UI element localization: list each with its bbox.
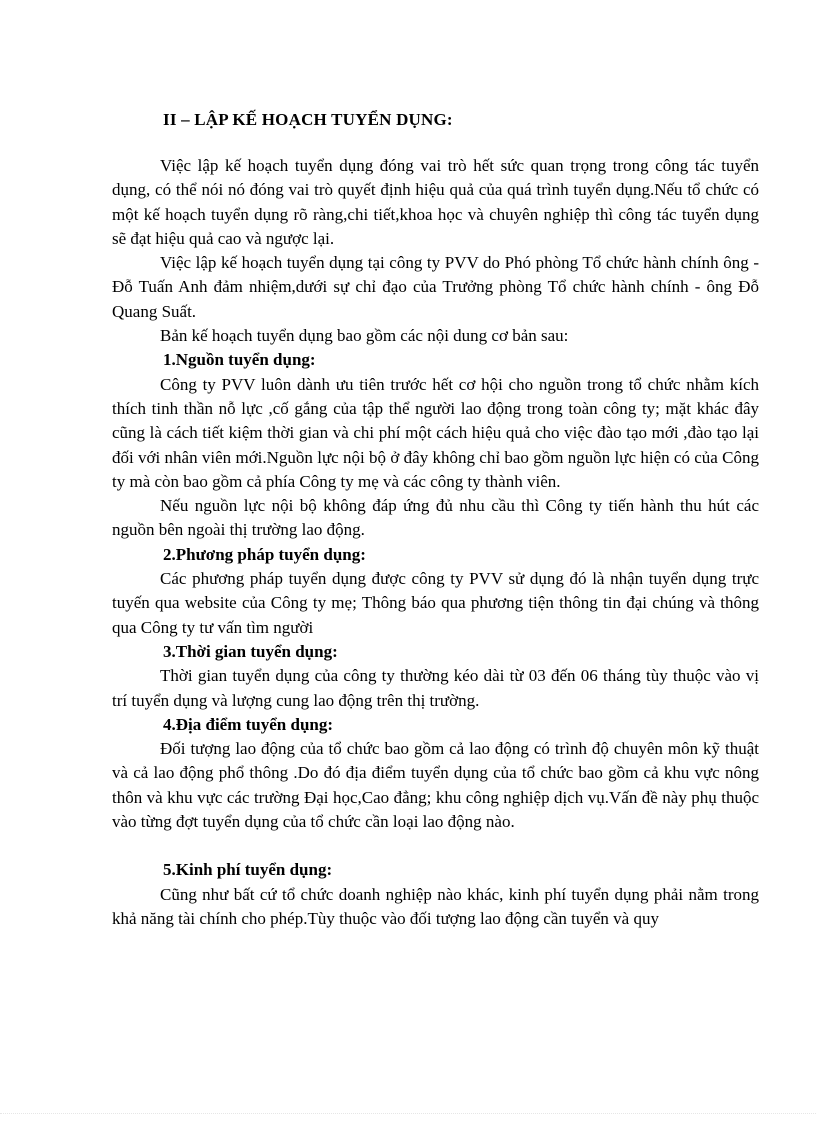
section-title-recruitment-method: 2.Phương pháp tuyển dụng: (163, 544, 366, 564)
paragraph-spacer (112, 834, 759, 858)
recruitment-method-paragraph: Các phương pháp tuyển dụng được công ty PVV sử dụng đó là nhận tuyển dụng trực tuyến qua website của Công ty mẹ; Thông báo qua phương tiện thông tin đại chúng và thông qua Công ty tư vấn tìm người (112, 569, 759, 637)
responsibility-paragraph: Việc lập kế hoạch tuyển dụng tại công ty PVV do Phó phòng Tổ chức hành chính ông - Đỗ Tuấn Anh đảm nhiệm,dưới sự chỉ đạo của Trưởng phòng Tổ chức hành chính - ông Đỗ Quang Suất. (112, 253, 759, 321)
document-body (112, 154, 759, 931)
section-heading: II – LẬP KẾ HOẠCH TUYỂN DỤNG: (163, 110, 453, 129)
section-title-recruitment-location: 4.Địa điểm tuyển dụng: (163, 714, 334, 734)
section-title-recruitment-time: 3.Thời gian tuyển dụng: (163, 641, 338, 661)
recruitment-location-paragraph: Đối tượng lao động của tổ chức bao gồm cả lao động có trình độ chuyên môn kỹ thuật và cả lao động phổ thông .Do đó địa điểm tuyển dụng của tổ chức bao gồm cả khu vực nông thôn và khu vực các trường Đại học,Cao đẳng; khu công nghiệp dịch vụ.Vấn đề này phụ thuộc vào từng đợt tuyển dụng của tổ chức cần loại lao động nào. (112, 739, 759, 832)
page-bottom-divider (0, 1113, 816, 1114)
plan-contents-paragraph: Bản kế hoạch tuyển dụng bao gồm các nội dung cơ bản sau: (160, 326, 569, 346)
recruitment-budget-paragraph: Cũng như bất cứ tổ chức doanh nghiệp nào khác, kinh phí tuyển dụng phải nằm trong khả năng tài chính cho phép.Tùy thuộc vào đối tượng lao động cần tuyển và quy (112, 884, 759, 928)
intro-paragraph: Việc lập kế hoạch tuyển dụng đóng vai trò hết sức quan trọng trong công tác tuyển dụng, có thể nói nó đóng vai trò quyết định hiệu quả của quá trình tuyển dụng.Nếu tổ chức có một kế hoạch tuyển dụng rõ ràng,chi tiết,khoa học và chuyên nghiệp thì công tác tuyển dụng sẽ đạt hiệu quả cao và ngược lại. (112, 156, 759, 248)
section-title-recruitment-source: 1.Nguồn tuyển dụng: (163, 350, 316, 370)
recruitment-source-paragraph: Công ty PVV luôn dành ưu tiên trước hết cơ hội cho nguồn trong tổ chức nhằm kích thích tinh thần nỗ lực ,cố gắng của tập thể người lao động trong toàn công ty; mặt khác đây cũng là cách tiết kiệm thời gian và chi phí một cách hiệu quả cho việc đào tạo mới ,đào tạo lại đối với nhân viên mới.Nguồn lực nội bộ ở đây không chỉ bao gồm nguồn lực hiện có của Công ty mà còn bao gồm cả phía Công ty mẹ và các công ty thành viên. (112, 374, 759, 491)
recruitment-time-paragraph: Thời gian tuyển dụng của công ty thường kéo dài từ 03 đến 06 tháng tùy thuộc vào vị trí tuyển dụng và lượng cung lao động trên thị trường. (112, 666, 759, 710)
section-title-recruitment-budget: 5.Kinh phí tuyển dụng: (163, 860, 333, 880)
recruitment-source-paragraph: Nếu nguồn lực nội bộ không đáp ứng đủ nhu cầu thì Công ty tiến hành thu hút các nguồn bên ngoài thị trường lao động. (112, 496, 759, 540)
